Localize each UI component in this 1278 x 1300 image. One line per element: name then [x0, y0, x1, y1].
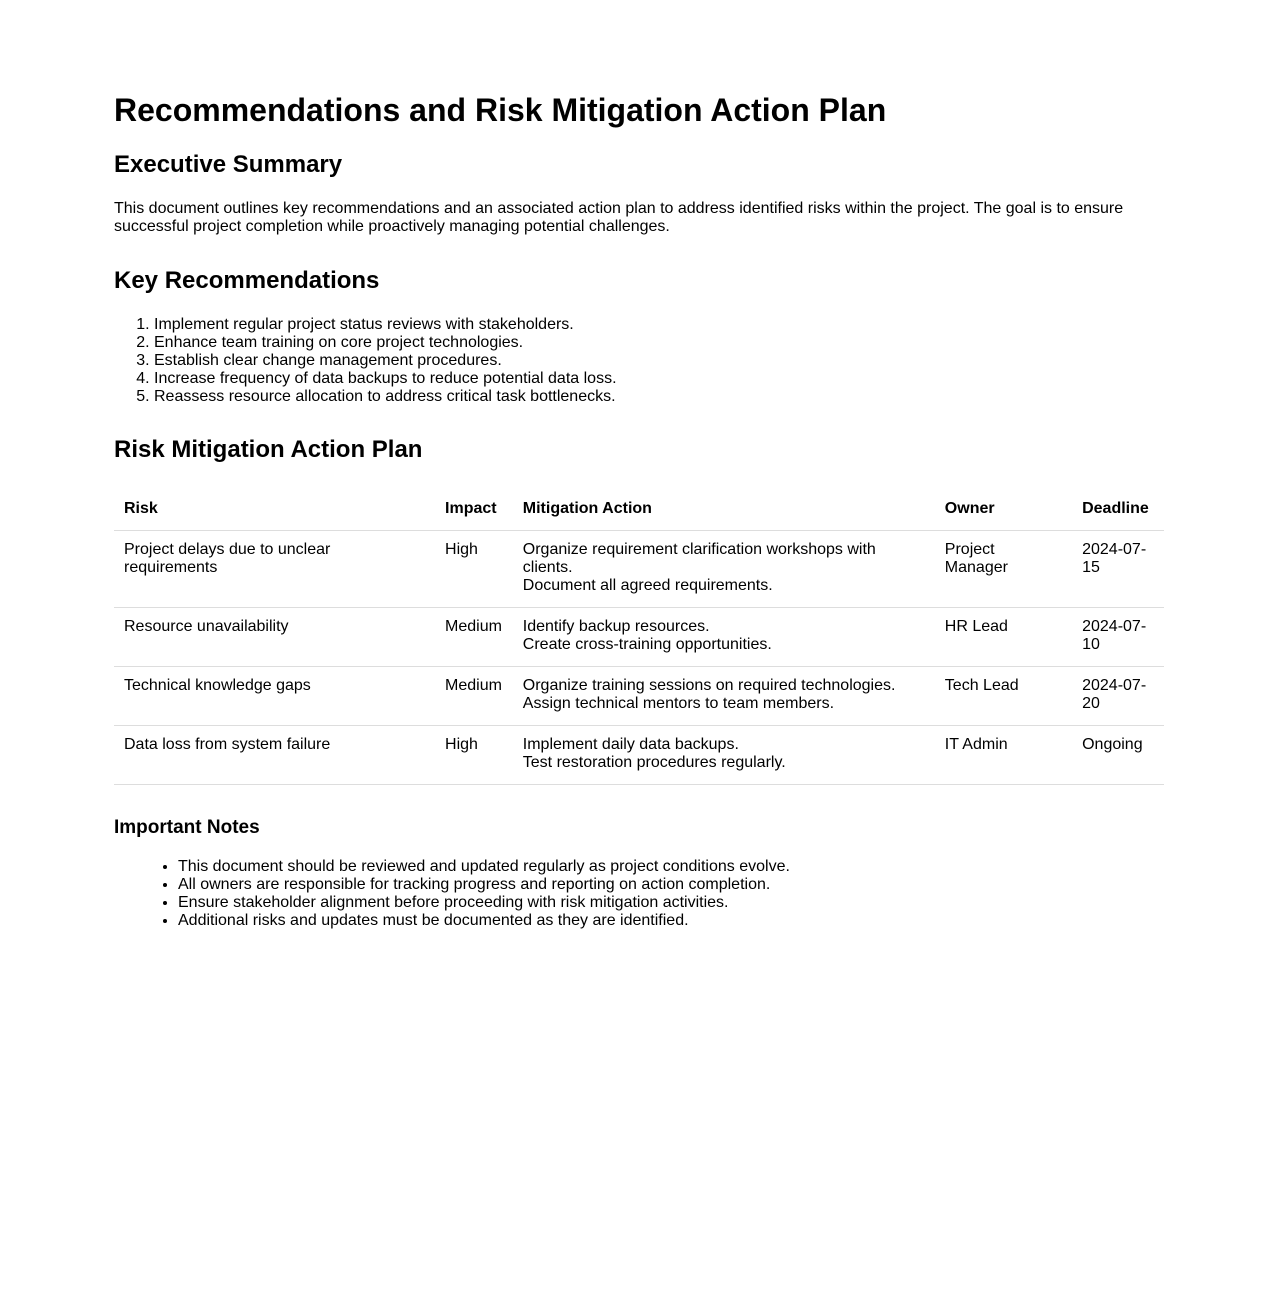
- mitigation-action-line: Test restoration procedures regularly.: [522, 754, 786, 771]
- key-recommendations-heading: Key Recommendations: [114, 267, 380, 294]
- important-notes-heading: Important Notes: [114, 817, 260, 838]
- column-header-risk: Risk: [114, 485, 435, 531]
- owner-cell: Tech Lead: [935, 667, 1072, 726]
- table-row: [114, 608, 1164, 667]
- page-title: Recommendations and Risk Mitigation Action Plan: [114, 92, 887, 128]
- mitigation-action-line: Document all agreed requirements.: [522, 577, 773, 594]
- mitigation-action-line: Implement daily data backups.: [522, 736, 739, 753]
- risk-plan-table: [114, 485, 1164, 785]
- mitigation-action-line: Assign technical mentors to team members.: [522, 695, 835, 712]
- document-page: [114, 0, 1164, 930]
- table-header-row: [114, 485, 1164, 531]
- owner-cell: Project Manager: [935, 531, 1072, 608]
- risk-cell: Technical knowledge gaps: [114, 667, 435, 726]
- risk-cell: Resource unavailability: [114, 608, 435, 667]
- important-notes-list: [114, 858, 1164, 930]
- note-item: • Additional risks and updates must be documented as they are identified.: [178, 912, 1164, 930]
- mitigation-action-cell: [513, 608, 935, 667]
- note-item: • This document should be reviewed and updated regularly as project conditions evolve.: [178, 858, 1164, 876]
- key-recommendations-list: [114, 316, 1164, 406]
- mitigation-action-cell: [513, 531, 935, 608]
- table-row: [114, 531, 1164, 608]
- impact-cell: Medium: [435, 608, 513, 667]
- impact-cell: High: [435, 531, 513, 608]
- column-header-owner: Owner: [935, 485, 1072, 531]
- recommendation-item: 4. Increase frequency of data backups to reduce potential data loss.: [154, 370, 1164, 388]
- mitigation-action-cell: [513, 667, 935, 726]
- owner-cell: IT Admin: [935, 726, 1072, 785]
- recommendation-item: 3. Establish clear change management procedures.: [154, 352, 1164, 370]
- deadline-cell: 2024-07-10: [1072, 608, 1164, 667]
- deadline-cell: Ongoing: [1072, 726, 1164, 785]
- table-row: [114, 726, 1164, 785]
- column-header-impact: Impact: [435, 485, 513, 531]
- mitigation-action-line: Identify backup resources.: [522, 618, 710, 635]
- risk-cell: Project delays due to unclear requirements: [114, 531, 435, 608]
- column-header-mitigation-action: Mitigation Action: [513, 485, 935, 531]
- executive-summary-text: This document outlines key recommendations and an associated action plan to address identified risks within the project. The goal is to ensure successful project completion while proactively managing potential challenges.: [114, 200, 1124, 235]
- recommendation-item: 5. Reassess resource allocation to address critical task bottlenecks.: [154, 388, 1164, 406]
- recommendation-item: 1. Implement regular project status reviews with stakeholders.: [154, 316, 1164, 334]
- column-header-deadline: Deadline: [1072, 485, 1164, 531]
- risk-plan-heading: Risk Mitigation Action Plan: [114, 436, 423, 463]
- mitigation-action-cell: [513, 726, 935, 785]
- owner-cell: HR Lead: [935, 608, 1072, 667]
- table-row: [114, 667, 1164, 726]
- impact-cell: High: [435, 726, 513, 785]
- mitigation-action-line: Organize requirement clarification workshops with clients.: [522, 541, 876, 576]
- note-item: • Ensure stakeholder alignment before proceeding with risk mitigation activities.: [178, 894, 1164, 912]
- impact-cell: Medium: [435, 667, 513, 726]
- mitigation-action-line: Organize training sessions on required technologies.: [522, 677, 896, 694]
- risk-cell: Data loss from system failure: [114, 726, 435, 785]
- mitigation-action-line: Create cross-training opportunities.: [522, 636, 772, 653]
- deadline-cell: 2024-07-15: [1072, 531, 1164, 608]
- executive-summary-heading: Executive Summary: [114, 151, 343, 178]
- recommendation-item: 2. Enhance team training on core project technologies.: [154, 334, 1164, 352]
- deadline-cell: 2024-07-20: [1072, 667, 1164, 726]
- note-item: • All owners are responsible for tracking progress and reporting on action completion.: [178, 876, 1164, 894]
